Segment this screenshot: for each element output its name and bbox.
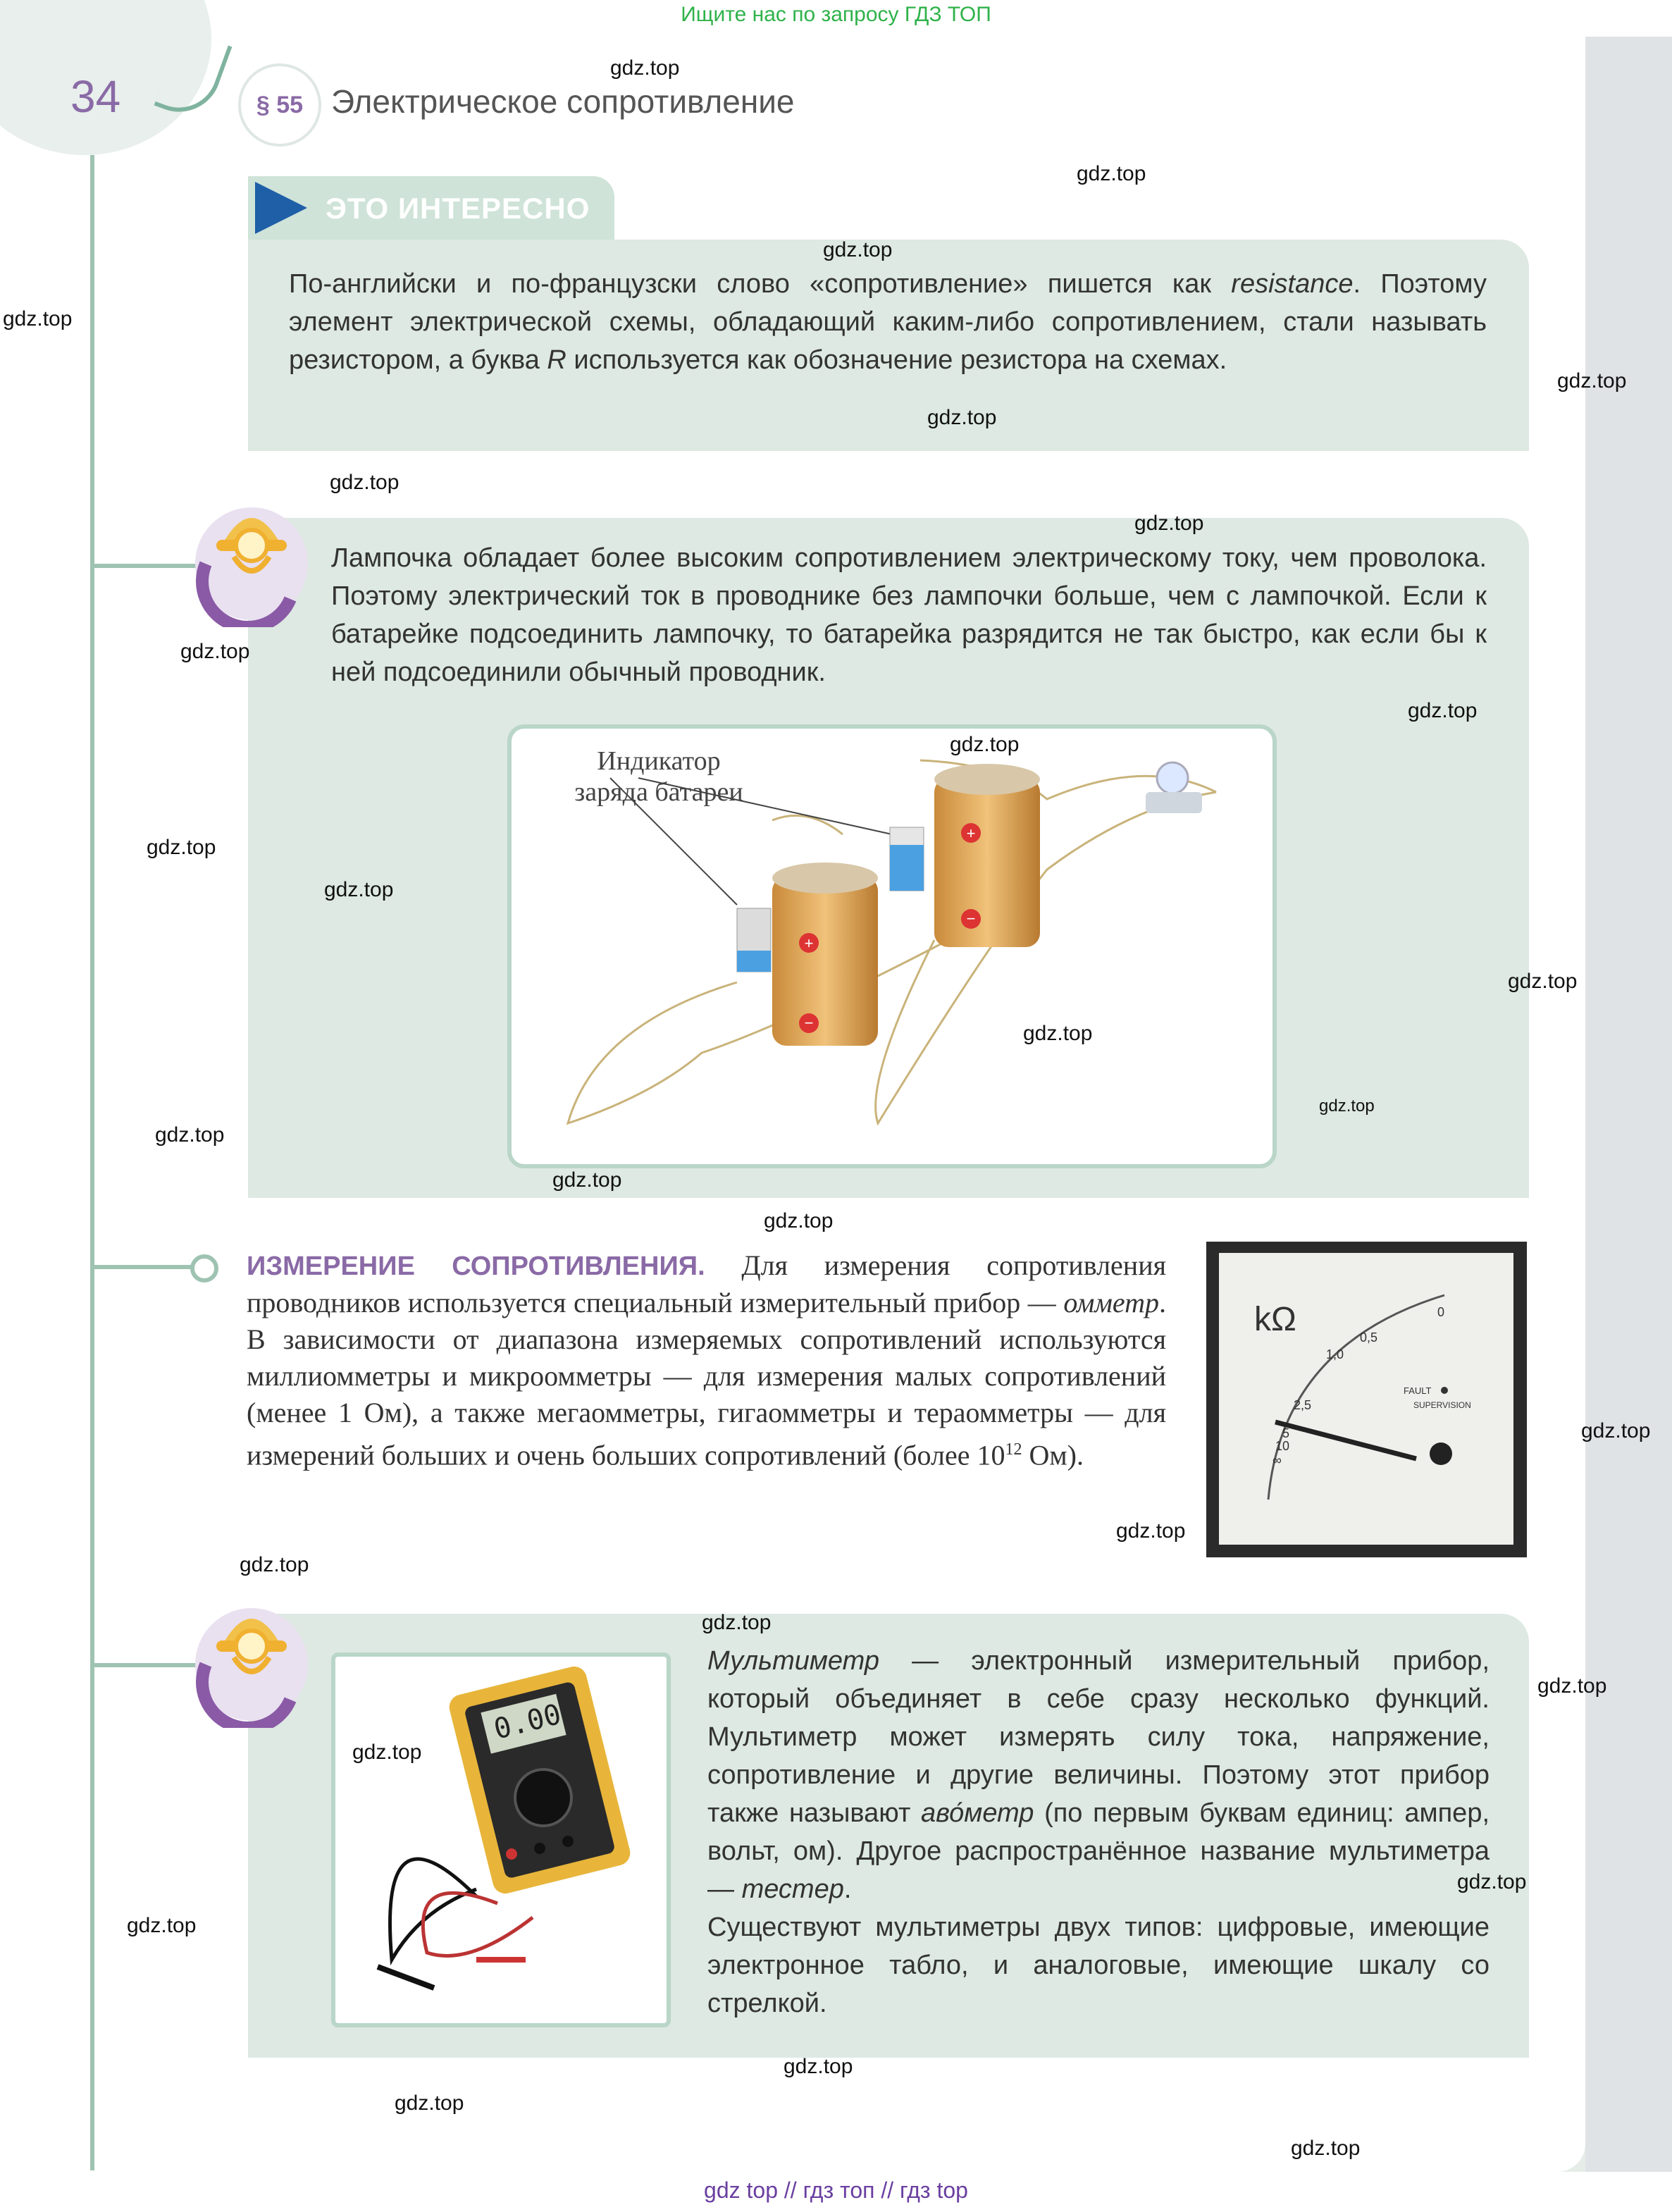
svg-text:−: − [804,1014,814,1032]
section-badge: § 55 [238,63,321,147]
svg-text:FAULT: FAULT [1404,1385,1432,1396]
svg-text:2,5: 2,5 [1294,1398,1312,1412]
top-banner-link[interactable]: Ищите нас по запросу ГДЗ ТОП [681,3,991,26]
svg-text:∞: ∞ [1272,1453,1282,1467]
watermark: gdz.top [1508,970,1578,993]
watermark: gdz.top [764,1209,834,1232]
svg-text:0,5: 0,5 [1360,1330,1378,1345]
ohmmeter-scale [1219,1253,1513,1545]
watermark: gdz.top [1319,1096,1375,1116]
svg-text:0: 0 [1437,1305,1445,1319]
svg-text:−: − [966,910,976,927]
watermark: gdz.top [1116,1519,1186,1543]
timeline-branch [90,564,196,568]
interesting-box [248,240,1529,451]
page-edge [1585,37,1672,2172]
watermark: gdz.top [1023,1022,1093,1045]
watermark: gdz.top [324,878,394,901]
watermark: gdz.top [1291,2137,1361,2160]
svg-text:+: + [966,824,976,842]
timeline-line [90,155,94,2170]
watermark: gdz.top [155,1123,225,1147]
helmet-icon [185,493,318,627]
interesting-title: ЭТО ИНТЕРЕСНО [326,192,590,225]
section-title: Электрическое сопротивление [331,83,795,120]
watermark: gdz.top [552,1168,622,1192]
svg-text:5: 5 [1282,1426,1290,1440]
multimeter-illustration [335,1657,658,2015]
svg-text:10: 10 [1275,1439,1290,1453]
battery-illustration [512,729,1264,1156]
watermark: gdz.top [950,733,1020,756]
multimeter-display: 0.00 [490,1698,565,1746]
timeline-branch [90,1663,196,1667]
watermark: gdz.top [1134,512,1204,535]
watermark: gdz.top [395,2091,464,2115]
lamp-note-text: Лампочка обладает более высоким сопротивлением электрическому току, чем проволока. Поэтому электрический ток в проводнике без лампочки больше, чем с лампочкой. Если к батарейке подсоединить лампочку, то батарейка разрядится не так быстро, как если бы к ней подсоединили обычный проводник. [331,543,1487,687]
svg-text:1,0: 1,0 [1326,1347,1344,1361]
watermark: gdz.top [1077,162,1146,185]
timeline-branch [90,1265,203,1269]
watermark: gdz.top [823,238,893,261]
interesting-text: По-английски и по-французски слово «сопротивление» пишется как resistance. Поэтому элемент электрической схемы, обладающий каким-либо сопротивлением, стали называть резистором, а буква R используется как обозначение резистора на схемах. [289,269,1487,375]
measurement-paragraph: ИЗМЕРЕНИЕ СОПРОТИВЛЕНИЯ. Для измерения сопротивления проводников используется специальный измерительный прибор — омметр. В зависимости от диапазона измеряемых сопротивлений используются миллиомметры и микроомметры — для измерения малых сопротивлений (менее 1 Ом), а также мегаомметры, гигаомметры и тераомметры — для измерений больших и очень больших сопротивлений (более $10^{12}$ Ом). [247,1249,1166,1471]
battery-indicator-label: Индикатор заряда батареи [574,746,743,807]
timeline-dot [190,1254,218,1283]
page-number: 34 [70,71,121,122]
bottom-banner-link[interactable]: gdz top // гдз топ // гдз top [704,2177,968,2203]
watermark: gdz.top [330,471,400,494]
helmet-icon [185,1594,318,1728]
watermark: gdz.top [1457,1870,1527,1893]
watermark: gdz.top [702,1611,772,1634]
watermark: gdz.top [352,1741,422,1764]
watermark: gdz.top [1408,699,1478,722]
multimeter-note-text: Мультиметр — электронный измерительный прибор, который объединяет в себе сразу несколько функций. Мультиметр может измерять силу тока, напряжение, сопротивление и другие величины. Поэтому этот прибор также называют аво́метр (по первым буквам единиц: ампер, вольт, ом). Другое распространённое название мультиметра — тестер. Существуют мультиметры двух типов: цифровые, имеющие электронное табло, и аналоговые, имеющие шкалу со стрелкой. [707,1646,1490,2018]
watermark: gdz.top [784,2055,853,2078]
watermark: gdz.top [1581,1419,1651,1442]
watermark: gdz.top [610,56,680,80]
watermark: gdz.top [147,836,216,859]
watermark: gdz.top [1557,369,1627,393]
ohmmeter-unit: kΩ [1254,1301,1296,1338]
svg-text:+: + [804,934,814,952]
watermark: gdz.top [240,1553,309,1576]
watermark: gdz.top [3,307,73,330]
svg-text:SUPERVISION: SUPERVISION [1413,1400,1471,1410]
watermark: gdz.top [927,406,997,429]
watermark: gdz.top [1537,1674,1607,1698]
watermark: gdz.top [127,1914,197,1937]
watermark: gdz.top [180,640,250,663]
